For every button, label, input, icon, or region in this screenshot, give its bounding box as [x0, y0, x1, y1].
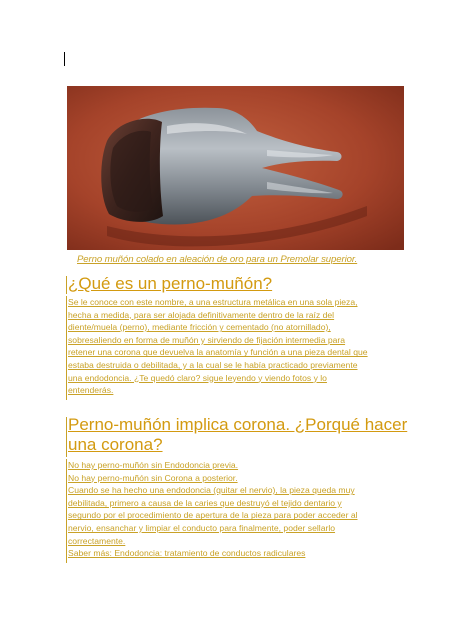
read-more-link[interactable]: Saber más: Endodoncia: tratamiento de conductos radiculares: [68, 548, 306, 559]
paragraph-rule: [66, 459, 67, 563]
paragraph-line[interactable]: Se le conoce con este nombre, a una estructura metálica en una sola pieza,: [68, 297, 358, 307]
paragraph-line[interactable]: estaba destruida o debilitada, y a la cual se le había practicado previamente: [68, 359, 358, 370]
paragraph-line[interactable]: retener una corona que devuelva la anatomía y función a una pieza dental que: [68, 347, 368, 358]
paragraph-line[interactable]: No hay perno-muñón sin Corona a posterior.: [68, 472, 238, 483]
figure-caption[interactable]: Perno muñón colado en aleación de oro para un Premolar superior.: [77, 254, 358, 265]
heading-line: una corona?: [68, 435, 163, 454]
paragraph-line[interactable]: diente/muela (perno), mediante fricción y cementado (no atornillado),: [68, 322, 331, 333]
heading-line: Perno-muñón implica corona. ¿Porqué hacer: [68, 415, 408, 434]
section-heading-what-is[interactable]: ¿Qué es un perno-muñón?: [68, 274, 273, 293]
post-core-photo: [67, 86, 404, 250]
paragraph-line[interactable]: hecha a medida, para ser alojada definitivamente dentro de la raíz del: [68, 309, 335, 320]
paragraph-line[interactable]: correctamente.: [68, 535, 126, 546]
paragraph-line[interactable]: entenderás.: [68, 385, 114, 396]
paragraph-line[interactable]: Cuando se ha hecho una endodoncia (quitar el nervio), la pieza queda muy: [68, 485, 355, 496]
paragraph-line[interactable]: No hay perno-muñón sin Endodoncia previa.: [68, 460, 239, 470]
section-rule: [66, 276, 67, 294]
paragraph-line[interactable]: segundo por el procedimiento de apertura de la pieza para poder acceder al: [68, 510, 358, 521]
definition-paragraph: [68, 296, 368, 397]
section-heading-why-crown[interactable]: [68, 415, 407, 455]
crown-paragraph: [68, 459, 358, 560]
paragraph-line[interactable]: una endodoncia. ¿Te quedó claro? sigue leyendo y viendo fotos y lo: [68, 372, 327, 383]
section-rule: [66, 417, 67, 457]
paragraph-line[interactable]: sobresaliendo en forma de muñón y sirviendo de fijación intermedia para: [68, 334, 346, 345]
text-cursor: [64, 52, 65, 66]
paragraph-rule: [66, 296, 67, 400]
paragraph-line[interactable]: nervio, ensanchar y limpiar el conducto para finalmente, poder sellarlo: [68, 522, 336, 533]
paragraph-line[interactable]: debilitada, primero a causa de la caries que destruyó el tejido dentario y: [68, 497, 342, 508]
post-core-illustration: [67, 86, 404, 250]
